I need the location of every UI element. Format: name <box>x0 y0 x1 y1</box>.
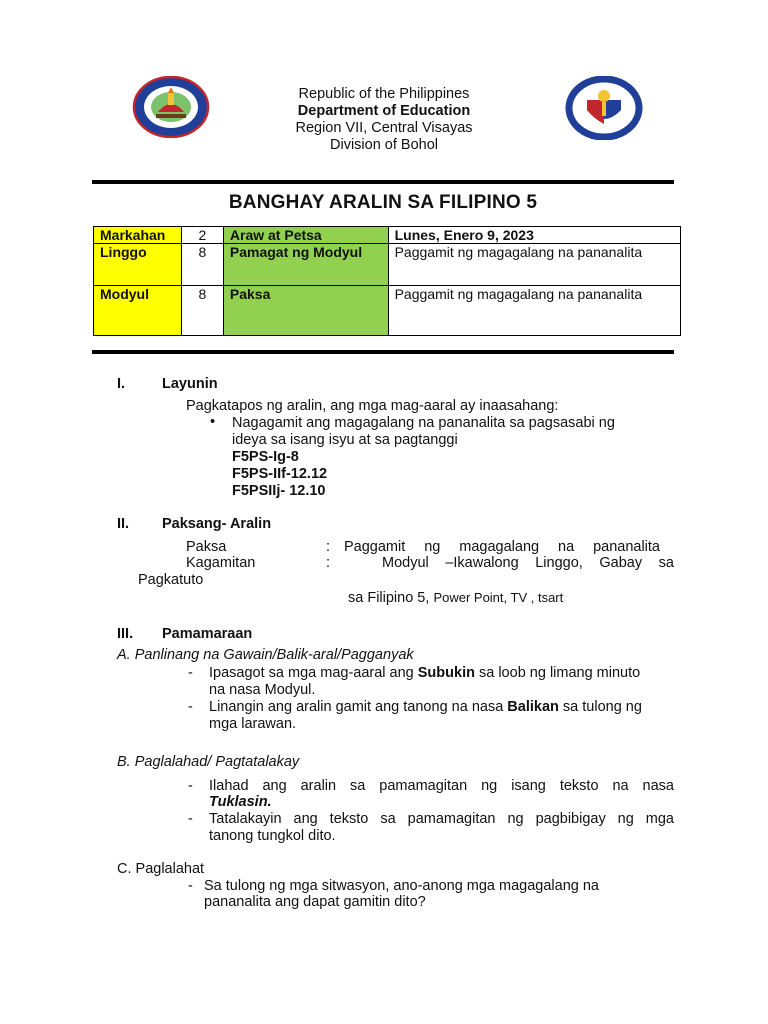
kagamitan-continuation <box>348 589 563 607</box>
step-a2-text: Linangin ang aralin gamit ang tanong na nasa <box>209 699 508 715</box>
pamagat-label: Pamagat ng Modyul <box>223 244 388 286</box>
step-a2-rest: sa tulong ng <box>558 699 642 715</box>
step-a1-bold: Subukin <box>417 665 475 681</box>
table-rule <box>92 350 674 354</box>
kagamitan-row-label: Kagamitan <box>186 555 256 571</box>
paksa-row-label: Paksa <box>186 539 227 555</box>
markahan-value: 2 <box>181 227 223 244</box>
dash-icon: - <box>188 811 193 827</box>
section-1-numeral: I. <box>117 376 126 392</box>
paksa-value: Paggamit ng magagalang na pananalita <box>388 286 680 336</box>
araw-value: Lunes, Enero 9, 2023 <box>388 227 680 244</box>
step-a2-line1 <box>209 699 642 716</box>
kagamitan-wrap: Pagkatuto <box>138 572 204 588</box>
dash-icon: - <box>188 878 193 894</box>
competency-code-3: F5PSIIj- 12.10 <box>232 483 326 499</box>
markahan-label: Markahan <box>94 227 182 244</box>
step-b2-line1: Tatalakayin ang teksto sa pamamagitan ng pagbibigay ng mga <box>209 811 674 827</box>
step-c1-line2: pananalita ang dapat gamitin dito? <box>204 894 426 910</box>
step-a1-line2: na nasa Modyul. <box>209 682 316 698</box>
dash-icon: - <box>188 665 193 681</box>
table-row <box>94 227 681 244</box>
header-rule <box>92 180 674 184</box>
step-a1-text: Ipasagot sa mga mag-aaral ang <box>209 665 418 681</box>
bullet-icon: • <box>210 414 216 430</box>
subsection-a-heading: A. Panlinang na Gawain/Balik-aral/Pagganyak <box>117 647 414 663</box>
subsection-b-heading: B. Paglalahad/ Pagtatalakay <box>117 754 300 770</box>
competency-code-2: F5PS-IIf-12.12 <box>232 466 328 482</box>
modyul-label: Modyul <box>94 286 182 336</box>
step-a2-line2: mga larawan. <box>209 716 297 732</box>
table-row <box>94 244 681 286</box>
section-3-numeral: III. <box>117 626 134 642</box>
section-3-heading: Pamamaraan <box>162 626 253 642</box>
letterhead-department: Department of Education <box>297 103 471 119</box>
paksa-row-value: Paggamit ng magagalang na pananalita <box>344 539 660 555</box>
kagawaran-seal <box>565 76 643 140</box>
competency-code-1: F5PS-Ig-8 <box>232 449 299 465</box>
linggo-label: Linggo <box>94 244 182 286</box>
section-1-heading: Layunin <box>162 376 218 392</box>
kagamitan-row-colon: : <box>326 555 331 571</box>
step-b1-line1: Ilahad ang aralin sa pamamagitan ng isang teksto na nasa <box>209 778 674 794</box>
step-b1-line2: Tuklasin. <box>209 794 272 810</box>
kagamitan-cont-small: Power Point, TV , tsart <box>433 590 564 605</box>
step-a1-rest: sa loob ng limang minuto <box>474 665 641 681</box>
modyul-value: 8 <box>181 286 223 336</box>
dash-icon: - <box>188 699 193 715</box>
paksa-row-colon: : <box>326 539 331 555</box>
letterhead-division: Division of Bohol <box>330 137 438 153</box>
step-a1-line1 <box>209 665 640 682</box>
document-title: BANGHAY ARALIN SA FILIPINO 5 <box>228 192 538 213</box>
deped-division-seal <box>132 76 210 138</box>
letterhead-republic: Republic of the Philippines <box>298 86 470 102</box>
dash-icon: - <box>188 778 193 794</box>
subsection-c-heading: C. Paglalahat <box>117 861 205 877</box>
letterhead-region: Region VII, Central Visayas <box>295 120 473 136</box>
paksa-label: Paksa <box>223 286 388 336</box>
kagamitan-cont-text: sa Filipino 5, <box>348 590 430 606</box>
step-b2-line2: tanong tungkol dito. <box>209 828 336 844</box>
objective-line-1: Nagagamit ang magagalang na pananalita sa pagsasabi ng <box>232 415 615 431</box>
kagamitan-row-value: Modyul –Ikawalong Linggo, Gabay sa <box>382 555 674 571</box>
table-row <box>94 286 681 336</box>
section-2-numeral: II. <box>117 516 130 532</box>
lesson-info-table <box>93 226 681 336</box>
pamagat-value: Paggamit ng magagalang na pananalita <box>388 244 680 286</box>
objective-line-2: ideya sa isang isyu at sa pagtanggi <box>232 432 458 448</box>
step-c1-line1: Sa tulong ng mga sitwasyon, ano-anong mga magagalang na <box>204 878 599 894</box>
letterhead <box>240 86 528 154</box>
step-a2-bold: Balikan <box>507 699 559 715</box>
araw-label: Araw at Petsa <box>223 227 388 244</box>
section-2-heading: Paksang- Aralin <box>162 516 272 532</box>
objectives-intro: Pagkatapos ng aralin, ang mga mag-aaral ay inaasahang: <box>186 398 559 414</box>
linggo-value: 8 <box>181 244 223 286</box>
